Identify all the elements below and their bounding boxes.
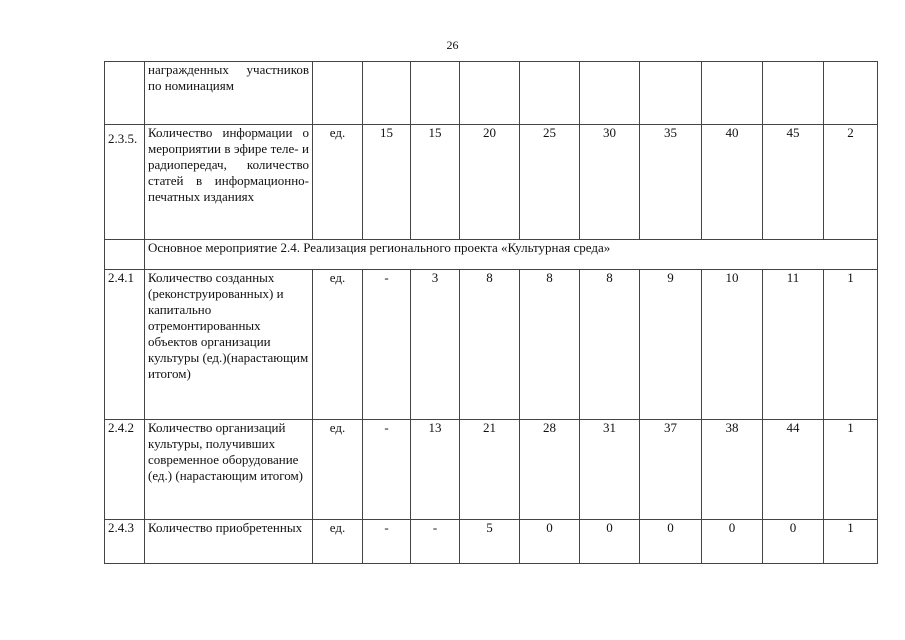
value-cell: 0 xyxy=(702,520,763,564)
unit-cell: ед. xyxy=(313,125,363,240)
value-cell: - xyxy=(363,270,411,420)
value-cell: 1 xyxy=(824,520,878,564)
page-number: 26 xyxy=(446,38,459,52)
indicators-table xyxy=(104,61,878,564)
row-number: 2.3.5. xyxy=(105,125,145,240)
value-cell: 2 xyxy=(824,125,878,240)
value-cell: 44 xyxy=(763,420,824,520)
unit-cell: ед. xyxy=(313,520,363,564)
table-row xyxy=(105,62,878,125)
value-cell: 11 xyxy=(763,270,824,420)
table-row xyxy=(105,125,878,240)
value-cell: 10 xyxy=(702,270,763,420)
value-cell: 37 xyxy=(640,420,702,520)
value-cell: 28 xyxy=(520,420,580,520)
value-cell xyxy=(640,62,702,125)
value-cell: 5 xyxy=(460,520,520,564)
value-cell xyxy=(363,62,411,125)
value-cell: 0 xyxy=(520,520,580,564)
indicator-name: Количество созданных (реконструированных) и капитально отремонтированных объектов организации культуры (ед.)(нарастающим итогом) xyxy=(145,270,313,420)
value-cell xyxy=(520,62,580,125)
row-number xyxy=(105,240,145,270)
value-cell: 15 xyxy=(411,125,460,240)
indicator-name: Количество информации о мероприятии в эфире теле- и радиопередач, количество статей в информационно-печатных изданиях xyxy=(145,125,313,240)
value-cell: - xyxy=(363,520,411,564)
value-cell: - xyxy=(411,520,460,564)
value-cell: 15 xyxy=(363,125,411,240)
unit-cell: ед. xyxy=(313,420,363,520)
value-cell xyxy=(580,62,640,125)
value-cell: 31 xyxy=(580,420,640,520)
value-cell: 8 xyxy=(580,270,640,420)
value-cell xyxy=(411,62,460,125)
value-cell: 0 xyxy=(763,520,824,564)
value-cell xyxy=(824,62,878,125)
table-row xyxy=(105,420,878,520)
value-cell: 21 xyxy=(460,420,520,520)
indicator-name: награжденных участников по номинациям xyxy=(145,62,313,125)
indicator-name: Количество приобретенных xyxy=(145,520,313,564)
value-cell: 1 xyxy=(824,420,878,520)
value-cell xyxy=(702,62,763,125)
section-row xyxy=(105,240,878,270)
row-number: 2.4.2 xyxy=(105,420,145,520)
value-cell: 8 xyxy=(520,270,580,420)
value-cell: 20 xyxy=(460,125,520,240)
value-cell: 30 xyxy=(580,125,640,240)
value-cell: - xyxy=(363,420,411,520)
section-heading: Основное мероприятие 2.4. Реализация регионального проекта «Культурная среда» xyxy=(145,240,878,270)
row-number xyxy=(105,62,145,125)
value-cell: 0 xyxy=(640,520,702,564)
value-cell: 1 xyxy=(824,270,878,420)
value-cell: 3 xyxy=(411,270,460,420)
row-number: 2.4.1 xyxy=(105,270,145,420)
value-cell: 13 xyxy=(411,420,460,520)
value-cell: 9 xyxy=(640,270,702,420)
value-cell xyxy=(460,62,520,125)
value-cell: 38 xyxy=(702,420,763,520)
value-cell: 35 xyxy=(640,125,702,240)
value-cell: 8 xyxy=(460,270,520,420)
unit-cell xyxy=(313,62,363,125)
unit-cell: ед. xyxy=(313,270,363,420)
row-number: 2.4.3 xyxy=(105,520,145,564)
value-cell: 25 xyxy=(520,125,580,240)
table-row xyxy=(105,270,878,420)
value-cell: 0 xyxy=(580,520,640,564)
value-cell: 45 xyxy=(763,125,824,240)
table-row xyxy=(105,520,878,564)
indicator-name: Количество организаций культуры, получивших современное оборудование (ед.) (нарастающим итогом) xyxy=(145,420,313,520)
value-cell xyxy=(763,62,824,125)
value-cell: 40 xyxy=(702,125,763,240)
